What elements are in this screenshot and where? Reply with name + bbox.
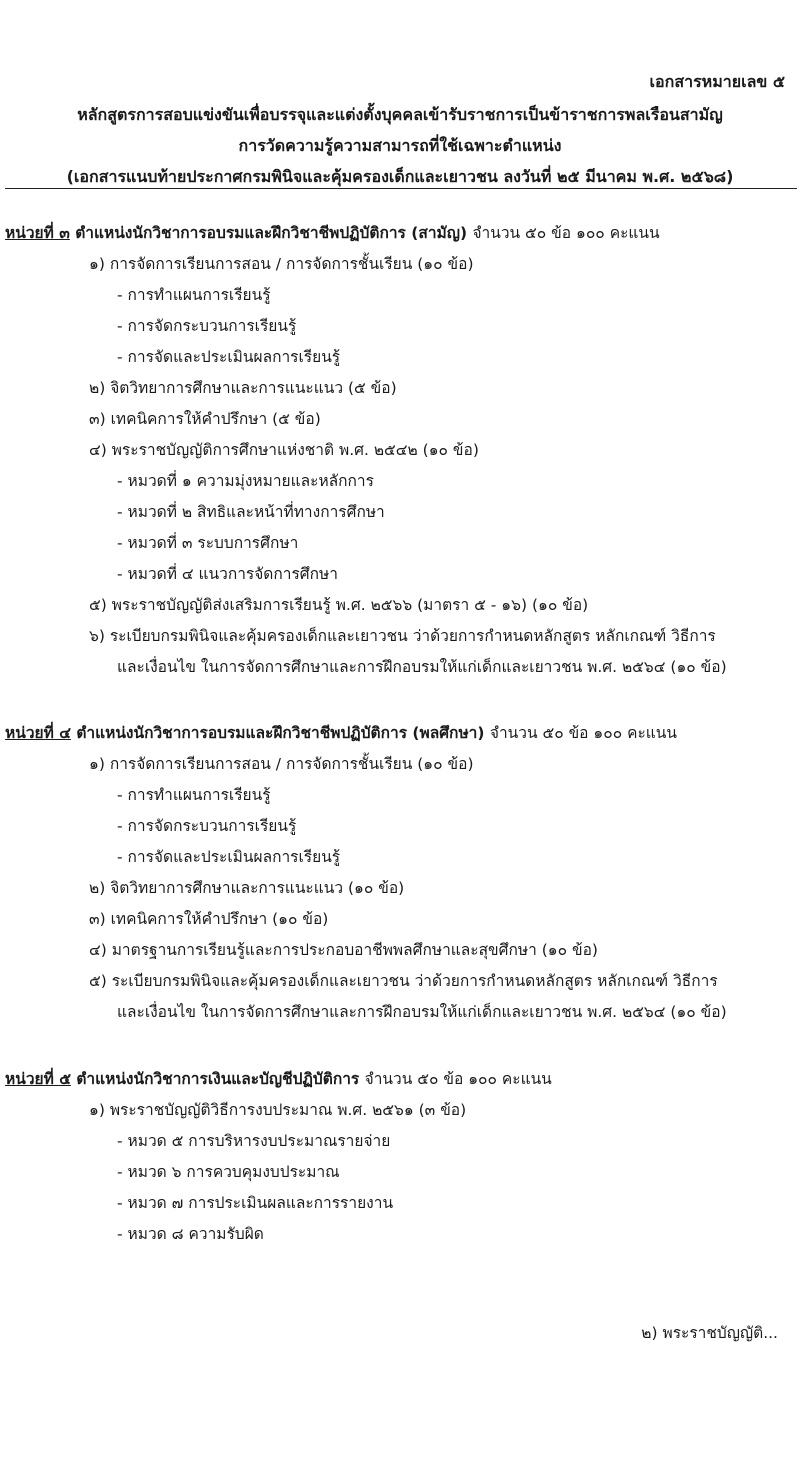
unit-3-item: ๒) จิตวิทยาการศึกษาและการแนะแนว (๕ ข้อ) bbox=[89, 379, 397, 397]
unit-5-points: จำนวน ๕๐ ข้อ ๑๐๐ คะแนน bbox=[364, 1070, 552, 1088]
unit-4-position: ตำแหน่งนักวิชาการอบรมและฝึกวิชาชีพปฏิบัติการ (พลศึกษา) bbox=[76, 724, 485, 742]
unit-5-title bbox=[5, 1064, 795, 1095]
unit-3-title bbox=[5, 218, 795, 249]
unit-4-subitem: - การจัดกระบวนการเรียนรู้ bbox=[117, 817, 297, 835]
unit-3-item: ๖) ระเบียบกรมพินิจและคุ้มครองเด็กและเยาวชน ว่าด้วยการกำหนดหลักสูตร หลักเกณฑ์ วิธีการ bbox=[89, 627, 716, 645]
unit-3-item: ๔) พระราชบัญญัติการศึกษาแห่งชาติ พ.ศ. ๒๕๔๒ (๑๐ ข้อ) bbox=[89, 441, 479, 459]
unit-3-item-continuation: และเงื่อนไข ในการจัดการศึกษาและการฝึกอบรมให้แก่เด็กและเยาวชน พ.ศ. ๒๕๖๔ (๑๐ ข้อ) bbox=[117, 658, 727, 676]
document-header bbox=[0, 99, 800, 192]
unit-5-section bbox=[5, 1064, 795, 1250]
document-number: เอกสารหมายเลข ๕ bbox=[649, 72, 785, 91]
unit-4-item: ๑) การจัดการเรียนการสอน / การจัดการชั้นเรียน (๑๐ ข้อ) bbox=[89, 755, 474, 773]
unit-4-item: ๒) จิตวิทยาการศึกษาและการแนะแนว (๑๐ ข้อ) bbox=[89, 879, 405, 897]
unit-3-subitem: - หมวดที่ ๑ ความมุ่งหมายและหลักการ bbox=[117, 472, 374, 490]
unit-3-subitem: - หมวดที่ ๒ สิทธิและหน้าที่ทางการศึกษา bbox=[117, 503, 385, 521]
unit-4-item: ๕) ระเบียบกรมพินิจและคุ้มครองเด็กและเยาวชน ว่าด้วยการกำหนดหลักสูตร หลักเกณฑ์ วิธีการ bbox=[89, 972, 718, 990]
unit-3-item: ๑) การจัดการเรียนการสอน / การจัดการชั้นเรียน (๑๐ ข้อ) bbox=[89, 255, 474, 273]
unit-4-points: จำนวน ๕๐ ข้อ ๑๐๐ คะแนน bbox=[489, 724, 677, 742]
unit-5-subitem: - หมวด ๘ ความรับผิด bbox=[117, 1225, 264, 1243]
unit-3-position: ตำแหน่งนักวิชาการอบรมและฝึกวิชาชีพปฏิบัติการ (สามัญ) bbox=[75, 224, 468, 242]
unit-3-subitem: - หมวดที่ ๔ แนวการจัดการศึกษา bbox=[117, 565, 338, 583]
unit-4-title bbox=[5, 718, 795, 749]
header-attachment-note: (เอกสารแนบท้ายประกาศกรมพินิจและคุ้มครองเด็กและเยาวชน ลงวันที่ ๒๕ มีนาคม พ.ศ. ๒๕๖๘) bbox=[66, 167, 734, 186]
unit-4-item: ๔) มาตรฐานการเรียนรู้และการประกอบอาชีพพลศึกษาและสุขศึกษา (๑๐ ข้อ) bbox=[89, 941, 598, 959]
continuation-note: ๒) พระราชบัญญัติ... bbox=[641, 1324, 778, 1342]
unit-5-label: หน่วยที่ ๕ bbox=[5, 1070, 71, 1088]
unit-5-subitem: - หมวด ๗ การประเมินผลและการรายงาน bbox=[117, 1194, 394, 1212]
unit-3-subitem: - การทำแผนการเรียนรู้ bbox=[117, 286, 271, 304]
unit-5-subitem: - หมวด ๕ การบริหารงบประมาณรายจ่าย bbox=[117, 1132, 391, 1150]
header-subtitle: การวัดความรู้ความสามารถที่ใช้เฉพาะตำแหน่ง bbox=[238, 136, 562, 155]
unit-4-section bbox=[5, 718, 795, 1028]
unit-3-subitem: - การจัดกระบวนการเรียนรู้ bbox=[117, 317, 297, 335]
unit-5-item: ๑) พระราชบัญญัติวิธีการงบประมาณ พ.ศ. ๒๕๖๑ (๓ ข้อ) bbox=[89, 1101, 467, 1119]
unit-3-item: ๕) พระราชบัญญัติส่งเสริมการเรียนรู้ พ.ศ. ๒๕๖๖ (มาตรา ๕ - ๑๖) (๑๐ ข้อ) bbox=[89, 596, 589, 614]
unit-5-subitem: - หมวด ๖ การควบคุมงบประมาณ bbox=[117, 1163, 340, 1181]
unit-4-item-continuation: และเงื่อนไข ในการจัดการศึกษาและการฝึกอบรมให้แก่เด็กและเยาวชน พ.ศ. ๒๕๖๔ (๑๐ ข้อ) bbox=[117, 1003, 727, 1021]
unit-4-subitem: - การทำแผนการเรียนรู้ bbox=[117, 786, 271, 804]
unit-3-section bbox=[5, 218, 795, 683]
header-divider bbox=[5, 188, 797, 189]
unit-4-label: หน่วยที่ ๔ bbox=[5, 724, 71, 742]
header-title: หลักสูตรการสอบแข่งขันเพื่อบรรจุและแต่งตั้งบุคคลเข้ารับราชการเป็นข้าราชการพลเรือนสามัญ bbox=[77, 105, 723, 124]
unit-4-subitem: - การจัดและประเมินผลการเรียนรู้ bbox=[117, 848, 341, 866]
unit-3-subitem: - หมวดที่ ๓ ระบบการศึกษา bbox=[117, 534, 299, 552]
unit-3-item: ๓) เทคนิคการให้คำปรึกษา (๕ ข้อ) bbox=[89, 410, 321, 428]
unit-3-subitem: - การจัดและประเมินผลการเรียนรู้ bbox=[117, 348, 341, 366]
unit-4-item: ๓) เทคนิคการให้คำปรึกษา (๑๐ ข้อ) bbox=[89, 910, 329, 928]
unit-3-points: จำนวน ๕๐ ข้อ ๑๐๐ คะแนน bbox=[472, 224, 660, 242]
unit-5-position: ตำแหน่งนักวิชาการเงินและบัญชีปฏิบัติการ bbox=[76, 1070, 360, 1088]
unit-3-label: หน่วยที่ ๓ bbox=[5, 224, 70, 242]
